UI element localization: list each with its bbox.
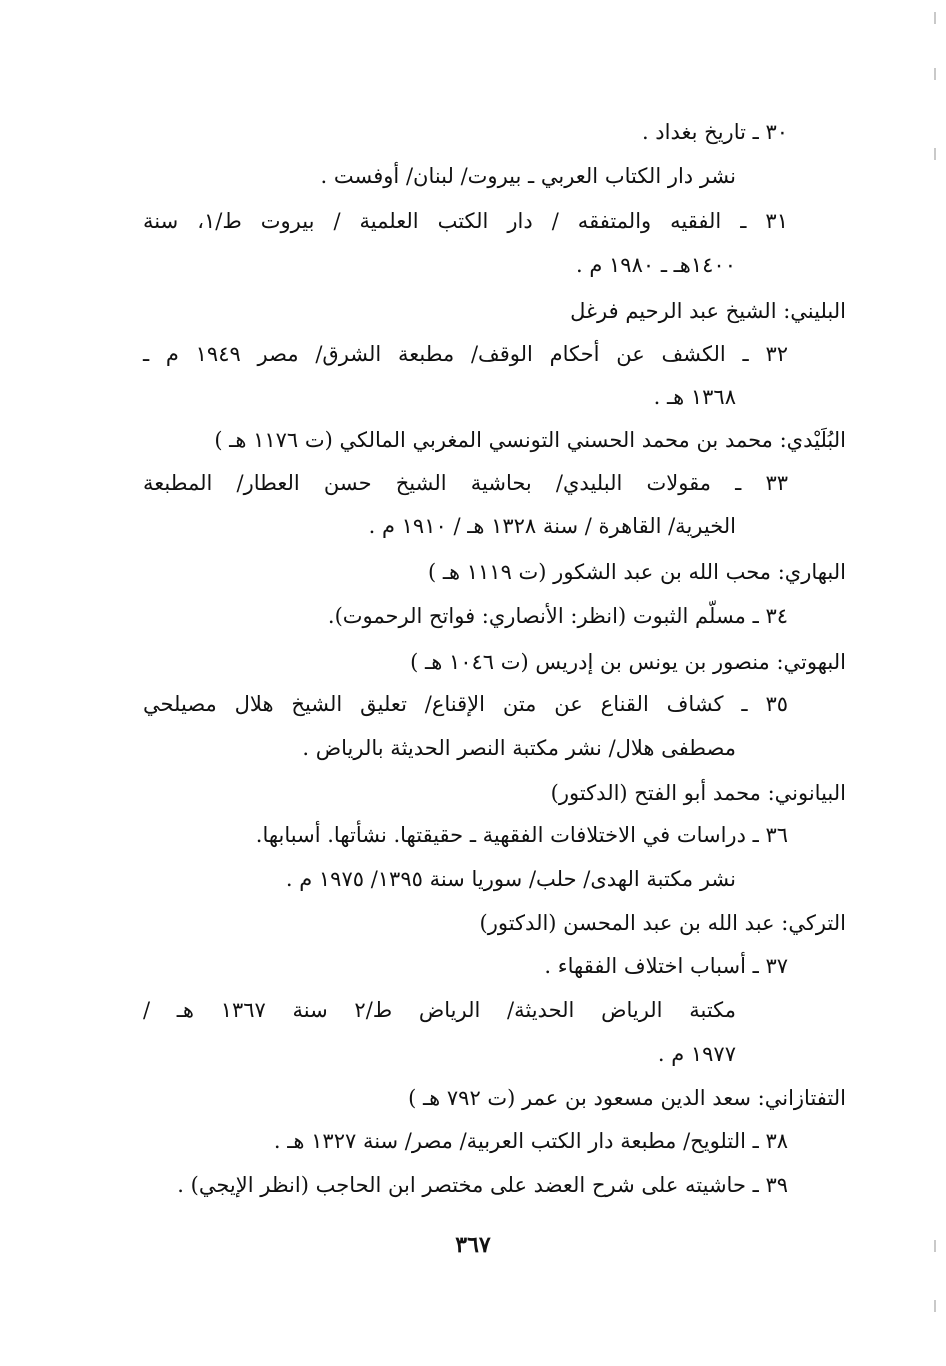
edge-mark — [934, 12, 936, 24]
entry-39: ٣٩ ـ حاشيته على شرح العضد على مختصر ابن الحاجب (انظر الإيجي) . — [177, 1173, 788, 1197]
author-turki: التركي: عبد الله بن عبد المحسن (الدكتور) — [479, 911, 846, 935]
edge-mark — [934, 1300, 936, 1312]
author-bulaini: البليني: الشيخ عبد الرحيم فرغل — [570, 299, 846, 323]
entry-30-publisher: نشر دار الكتاب العربي ـ بيروت/ لبنان/ أوفست . — [320, 164, 736, 188]
entry-32-line-2: ١٣٦٨ هـ . — [653, 385, 736, 409]
entry-31-line-2: ١٤٠٠هـ ـ ١٩٨٠ م . — [575, 253, 736, 277]
author-bahuti: البهوتي: منصور بن يونس بن إدريس (ت ١٠٤٦ هـ ) — [410, 650, 846, 674]
entry-37-title: ٣٧ ـ أسباب اختلاف الفقهاء . — [544, 954, 788, 978]
edge-mark — [934, 68, 936, 80]
edge-mark — [934, 148, 936, 160]
author-bulaidi: البُلَيْدي: محمد بن محمد الحسني التونسي المغربي المالكي (ت ١١٧٦ هـ ) — [214, 428, 846, 452]
entry-31-line-1: ٣١ ـ الفقيه والمتفقه / دار الكتب العلمية / بيروت ط/١، سنة — [143, 209, 788, 233]
entry-35-line-1: ٣٥ ـ كشاف القناع عن متن الإقناع/ تعليق الشيخ هلال مصيلحي — [143, 692, 788, 716]
entry-36-line-1: ٣٦ ـ دراسات في الاختلافات الفقهية ـ حقيقتها. نشأتها. أسبابها. — [255, 823, 788, 847]
entry-34: ٣٤ ـ مسلّم الثبوت (انظر: الأنصاري: فواتح الرحموت). — [327, 604, 788, 628]
entry-33-line-2: الخيرية/ القاهرة / سنة ١٣٢٨ هـ / ١٩١٠ م . — [368, 514, 736, 538]
entry-32-line-1: ٣٢ ـ الكشف عن أحكام الوقف/ مطبعة الشرق/ مصر ١٩٤٩ م ـ — [143, 342, 788, 366]
entry-30-title: ٣٠ ـ تاريخ بغداد . — [641, 120, 788, 144]
page-number: ٣٦٧ — [455, 1232, 491, 1258]
author-bahari: البهاري: محب الله بن عبد الشكور (ت ١١١٩ هـ ) — [427, 560, 846, 584]
edge-mark — [934, 1240, 936, 1252]
entry-38: ٣٨ ـ التلويح/ مطبعة دار الكتب العربية/ مصر/ سنة ١٣٢٧ هـ . — [273, 1129, 788, 1153]
entry-35-line-2: مصطفى هلال/ نشر مكتبة النصر الحديثة بالرياض . — [302, 736, 736, 760]
author-bayanuni: البيانوني: محمد أبو الفتح (الدكتور) — [550, 781, 846, 805]
entry-33-line-1: ٣٣ ـ مقولات البليدي/ بحاشية الشيخ حسن العطار/ المطبعة — [143, 471, 788, 495]
entry-36-line-2: نشر مكتبة الهدى/ حلب/ سوريا سنة ١٣٩٥/ ١٩٧٥ م . — [285, 867, 736, 891]
entry-37-line-3: ١٩٧٧ م . — [657, 1042, 736, 1066]
author-taftazani: التفتازاني: سعد الدين مسعود بن عمر (ت ٧٩٢ هـ ) — [408, 1086, 846, 1110]
entry-37-line-2: مكتبة الرياض الحديثة/ الرياض ط/٢ سنة ١٣٦٧ هـ / — [143, 998, 736, 1022]
